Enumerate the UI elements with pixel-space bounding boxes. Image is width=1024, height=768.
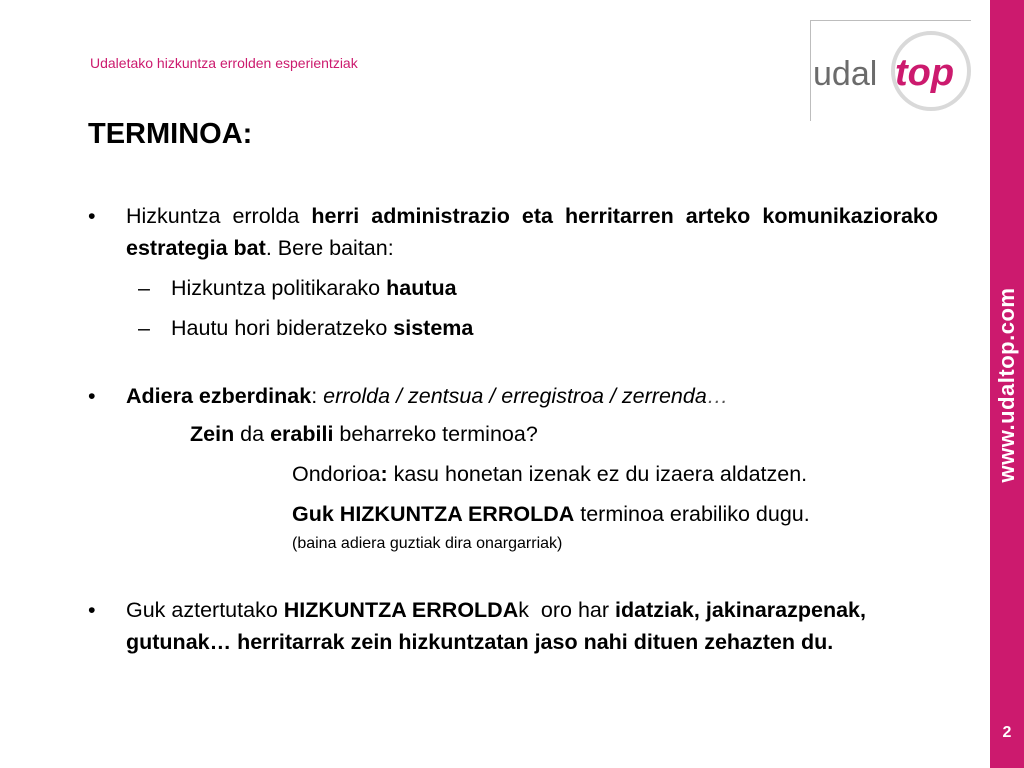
text-bold: Guk HIZKUNTZA ERROLDA <box>292 502 575 526</box>
text-segment: terminoa erabiliko dugu. <box>574 502 810 526</box>
bullet-mark: • <box>88 384 96 408</box>
text-segment: da <box>234 422 271 446</box>
text-segment: Ondorioa <box>292 462 381 486</box>
text-segment: k oro har <box>518 598 616 622</box>
text-segment: Hautu hori bideratzeko <box>171 316 394 340</box>
website-url[interactable]: www.udaltop.com <box>994 287 1019 483</box>
slide-title: TERMINOA: <box>88 118 253 150</box>
bullet-meanings <box>88 380 938 412</box>
text-segment: Hizkuntza politikarako <box>171 276 387 300</box>
conclusion-line <box>88 458 938 490</box>
dash-mark: – <box>138 276 150 300</box>
text-segment: Guk aztertutako <box>126 598 284 622</box>
text-segment: . Bere baitan: <box>265 236 394 260</box>
text-bold: erabili <box>270 422 334 446</box>
page-number: 2 <box>1002 724 1012 741</box>
text-bold: Zein <box>190 422 235 446</box>
text-bold: sistema <box>393 316 474 340</box>
note-line: (baina adiera guztiak dira onargarriak) <box>292 535 563 552</box>
text-segment: beharreko terminoa? <box>333 422 538 446</box>
sub-item-hautua <box>88 272 938 304</box>
text-segment: : <box>311 384 324 408</box>
logo-text-udal: udal <box>813 55 878 93</box>
text-segment: kasu honetan izenak ez du izaera aldatzen. <box>387 462 808 486</box>
bullet-analysis <box>88 594 938 658</box>
presentation-subtitle: Udaletako hizkuntza errolden esperientziak <box>90 55 358 71</box>
text-bold: hautua <box>386 276 457 300</box>
sub-item-sistema <box>88 312 938 344</box>
brand-sidebar <box>990 0 1024 768</box>
text-bold: : <box>380 462 388 486</box>
text-bold: HIZKUNTZA ERROLDA <box>283 598 519 622</box>
logo-ring-icon <box>811 21 971 121</box>
text-segment: Hizkuntza errolda <box>126 204 312 228</box>
logo-text-top: top <box>895 52 955 94</box>
text-bold: idatziak, jakinarazpenak, gutunak… herritarrak zein hizkuntzatan jaso nahi dituen zehazten du. <box>126 598 866 654</box>
text-ellipsis: … <box>706 384 729 408</box>
question-line <box>88 418 938 450</box>
bullet-mark: • <box>88 598 96 622</box>
decision-line <box>88 498 938 530</box>
udaltop-logo <box>810 20 971 121</box>
text-italic: errolda / zentsua / erregistroa / zerrenda <box>323 384 707 408</box>
slide-content <box>88 200 938 658</box>
dash-mark: – <box>138 316 150 340</box>
text-bold: herri administrazio eta herritarren arteko komunikaziorako estrategia bat <box>126 204 938 260</box>
bullet-mark: • <box>88 204 96 228</box>
bullet-definition <box>88 200 938 264</box>
text-bold: Adiera ezberdinak <box>126 384 312 408</box>
